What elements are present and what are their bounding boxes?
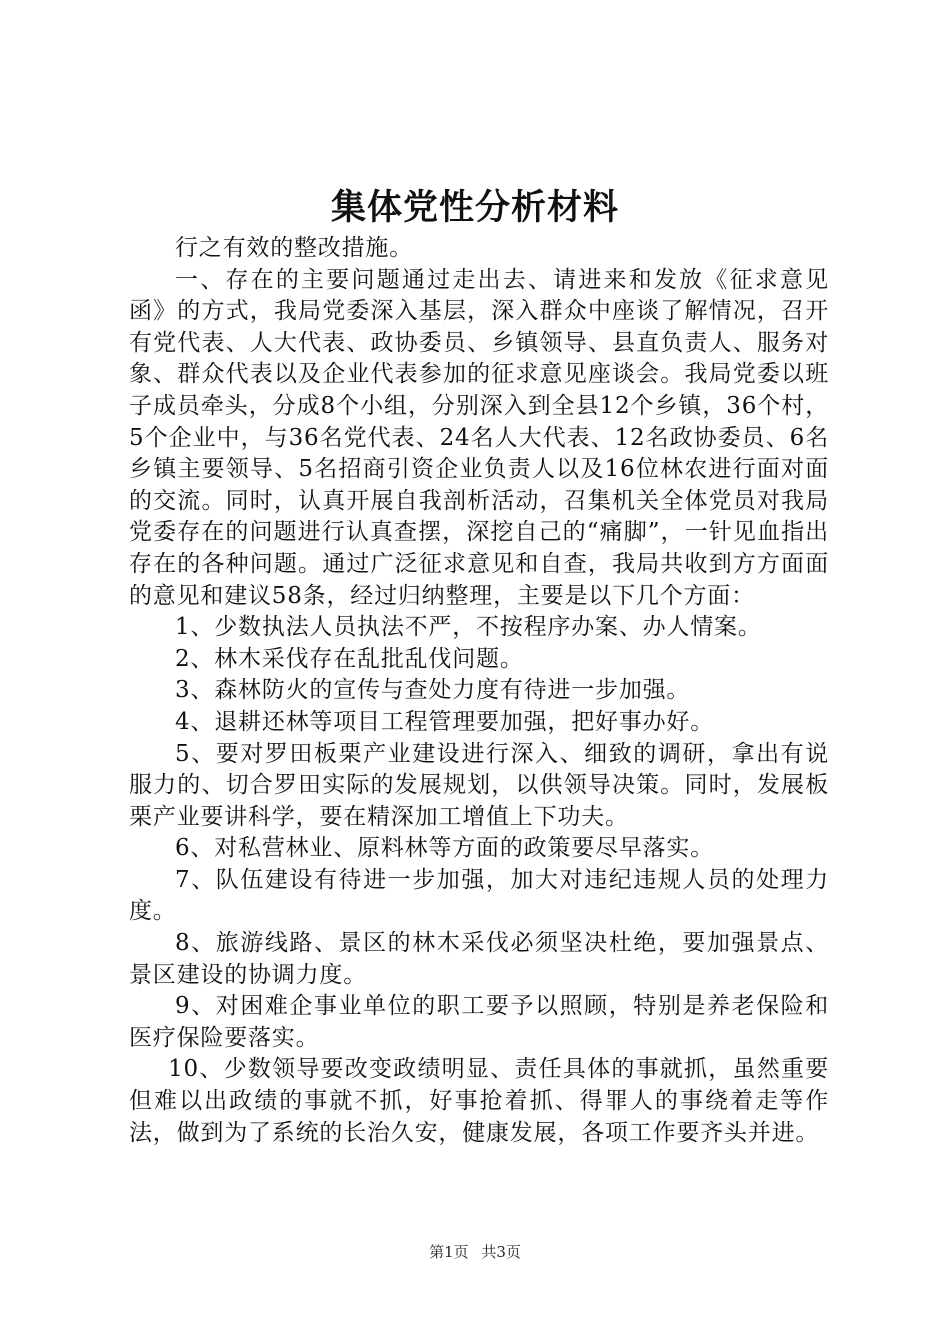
list-item-4: 4、退耕还林等项目工程管理要加强，把好事办好。 [175,708,715,735]
paragraph-problems: 一、存在的主要问题通过走出去、请进来和发放《征求意见函》的方式，我局党委深入基层，深入群众中座谈了解情况，召开有党代表、人大代表、政协委员、乡镇领导、县直负责人、服务对象、群众代表以及企业代表参加的征求意见座谈会。我局党委以班子成员牵头，分成8个小组，分别深入到全县12个乡镇，36个村，5个企业中，与36名党代表、24名人大代表、12名政协委员、6名乡镇主要领导、5名招商引资企业负责人以及16位林农进行面对面的交流。同时，认真开展自我剖析活动，召集机关全体党员对我局党委存在的问题进行认真查摆，深挖自己的“痛脚”，一针见血指出存在的各种问题。通过广泛征求意见和自查，我局共收到方方面面的意见和建议58条，经过归纳整理，主要是以下几个方面： [129,266,829,609]
list-item-9: 9、对困难企事业单位的职工要予以照顾，特别是养老保险和医疗保险要落实。 [129,993,829,1051]
list-item-10: 10、少数领导要改变政绩明显、责任具体的事就抓，虽然重要但难以出政绩的事就不抓，好事抢着抓、得罪人的事绕着走等作法，做到为了系统的长治久安，健康发展，各项工作要齐头并进。 [129,1056,829,1146]
list-item-8: 8、旅游线路、景区的林木采伐必须坚决杜绝，要加强景点、景区建设的协调力度。 [129,930,829,988]
list-item-2: 2、林木采伐存在乱批乱伐问题。 [175,645,524,672]
list-item-1: 1、少数执法人员执法不严，不按程序办案、办人情案。 [175,614,762,641]
page-number: 第1页 [429,1243,469,1261]
list-item-6: 6、对私营林业、原料林等方面的政策要尽早落实。 [175,835,715,862]
document-body [129,233,829,1149]
list-item-5: 5、要对罗田板栗产业建设进行深入、细致的调研，拿出有说服力的、切合罗田实际的发展规划，以供领导决策。同时，发展板栗产业要讲科学，要在精深加工增值上下功夫。 [129,740,829,830]
list-item-3: 3、森林防火的宣传与查处力度有待进一步加强。 [175,677,691,704]
page-footer [0,1242,950,1262]
paragraph-intro: 行之有效的整改措施。 [175,235,413,261]
list-item-7: 7、队伍建设有待进一步加强，加大对违纪违规人员的处理力度。 [129,866,829,925]
document-title: 集体党性分析材料 [330,188,619,228]
page-total: 共3页 [481,1243,521,1261]
